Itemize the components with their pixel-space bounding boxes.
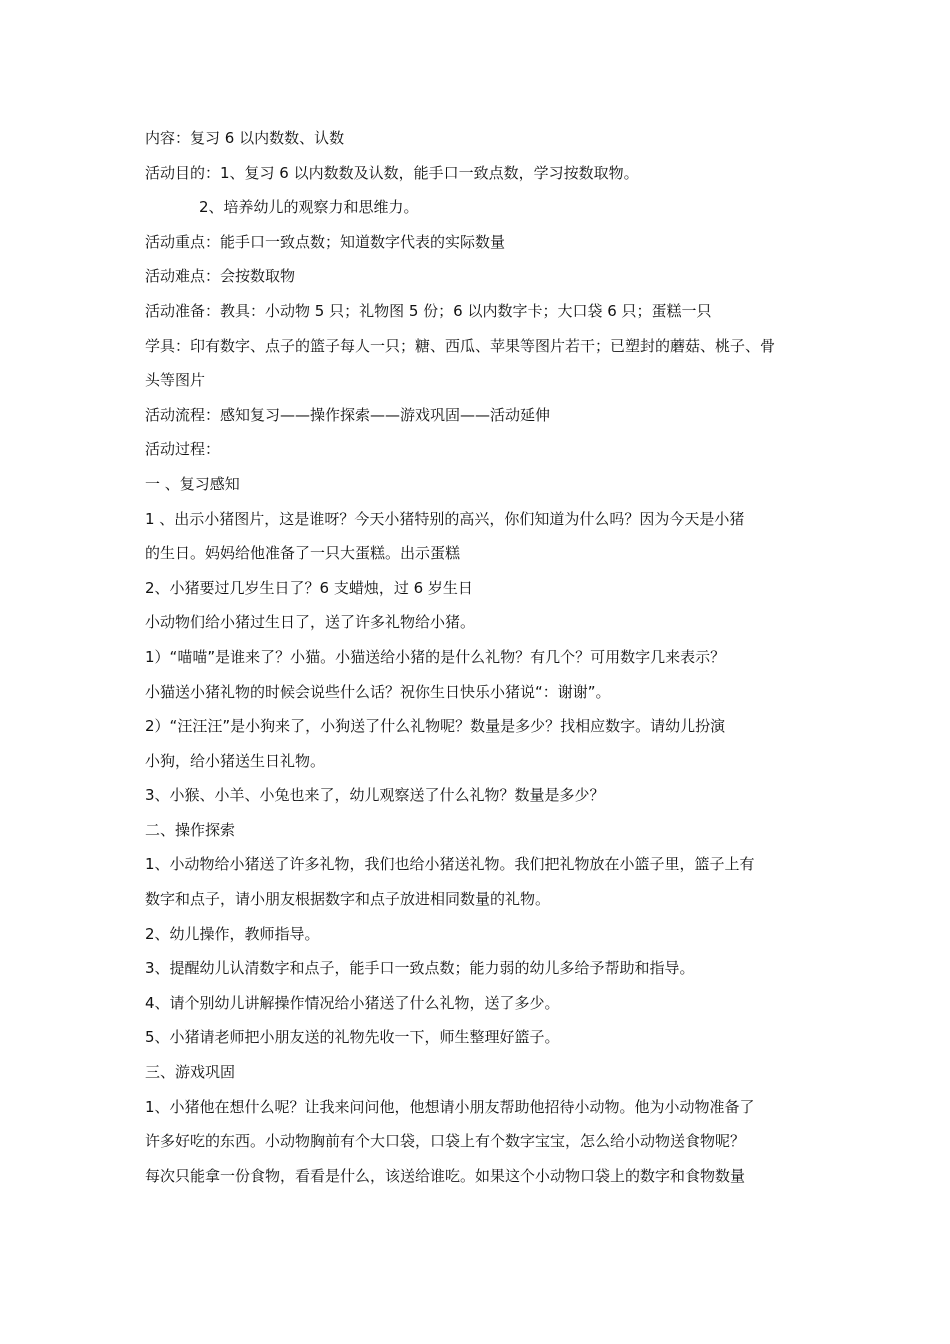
paragraph-line: 3、小猴、小羊、小兔也来了，幼儿观察送了什么礼物？数量是多少？ (145, 786, 605, 805)
paragraph-line: 小动物们给小猪过生日了，送了许多礼物给小猪。 (145, 613, 476, 632)
paragraph-line: 2）“汪汪汪”是小狗来了，小狗送了什么礼物呢？数量是多少？找相应数字。请幼儿扮演 (145, 717, 726, 736)
paragraph-line: 2、幼儿操作，教师指导。 (145, 924, 320, 943)
paragraph-line: 1）“喵喵”是谁来了？小猫。小猫送给小猪的是什么礼物？有几个？可用数字几来表示？ (145, 647, 726, 666)
document-body (145, 121, 815, 1193)
process-heading: 活动过程： (145, 440, 221, 459)
paragraph-line: 5、小猪请老师把小朋友送的礼物先收一下，师生整理好篮子。 (145, 1028, 560, 1047)
paragraph-line: 小猫送小猪礼物的时候会说些什么话？祝你生日快乐小猪说“：谢谢”。 (145, 682, 611, 701)
paragraph-line: 3、提醒幼儿认清数字和点子，能手口一致点数；能力弱的幼儿多给予帮助和指导。 (145, 959, 695, 978)
paragraph-line: 1、小猪他在想什么呢？让我来问问他，他想请小朋友帮助他招待小动物。他为小动物准备了 (145, 1097, 755, 1116)
section-heading-2: 二、操作探索 (145, 820, 236, 839)
materials-line-cont: 头等图片 (145, 371, 206, 390)
objective-line: 活动目的：1、复习 6 以内数数及认数，能手口一致点数，学习按数取物。 (145, 163, 639, 182)
section-heading-3: 三、游戏巩固 (145, 1063, 236, 1082)
paragraph-line: 许多好吃的东西。小动物胸前有个大口袋，口袋上有个数字宝宝，怎么给小动物送食物呢？ (145, 1132, 746, 1151)
content-line: 内容：复习 6 以内数数、认数 (145, 129, 345, 147)
paragraph-line: 2、小猪要过几岁生日了？6 支蜡烛，过 6 岁生日 (145, 578, 473, 597)
paragraph-line: 4、请个别幼儿讲解操作情况给小猪送了什么礼物，送了多少。 (145, 993, 560, 1012)
paragraph-line: 数字和点子，请小朋友根据数字和点子放进相同数量的礼物。 (145, 890, 551, 909)
paragraph-line: 小狗，给小猪送生日礼物。 (145, 751, 326, 770)
preparation-line: 活动准备：教具：小动物 5 只；礼物图 5 份；6 以内数字卡；大口袋 6 只；蛋糕一只 (145, 301, 712, 320)
paragraph-line: 每次只能拿一份食物，看看是什么，该送给谁吃。如果这个小动物口袋上的数字和食物数量 (145, 1166, 746, 1185)
difficulty-line: 活动难点：会按数取物 (145, 267, 296, 286)
paragraph-line: 的生日。妈妈给他准备了一只大蛋糕。出示蛋糕 (145, 544, 461, 563)
key-point-line: 活动重点：能手口一致点数；知道数字代表的实际数量 (145, 232, 506, 251)
flow-line: 活动流程：感知复习——操作探索——游戏巩固——活动延伸 (145, 405, 551, 424)
paragraph-line: 1 、出示小猪图片，这是谁呀？今天小猪特别的高兴，你们知道为什么吗？因为今天是小猪 (145, 509, 745, 528)
section-heading-1: 一 、复习感知 (145, 474, 240, 493)
paragraph-line: 1、小动物给小猪送了许多礼物，我们也给小猪送礼物。我们把礼物放在小篮子里，篮子上有 (145, 855, 755, 874)
materials-line: 学具：印有数字、点子的篮子每人一只；糖、西瓜、苹果等图片若干；已塑封的蘑菇、桃子、骨 (145, 336, 776, 355)
objective-line-2: 2、培养幼儿的观察力和思维力。 (199, 198, 419, 217)
